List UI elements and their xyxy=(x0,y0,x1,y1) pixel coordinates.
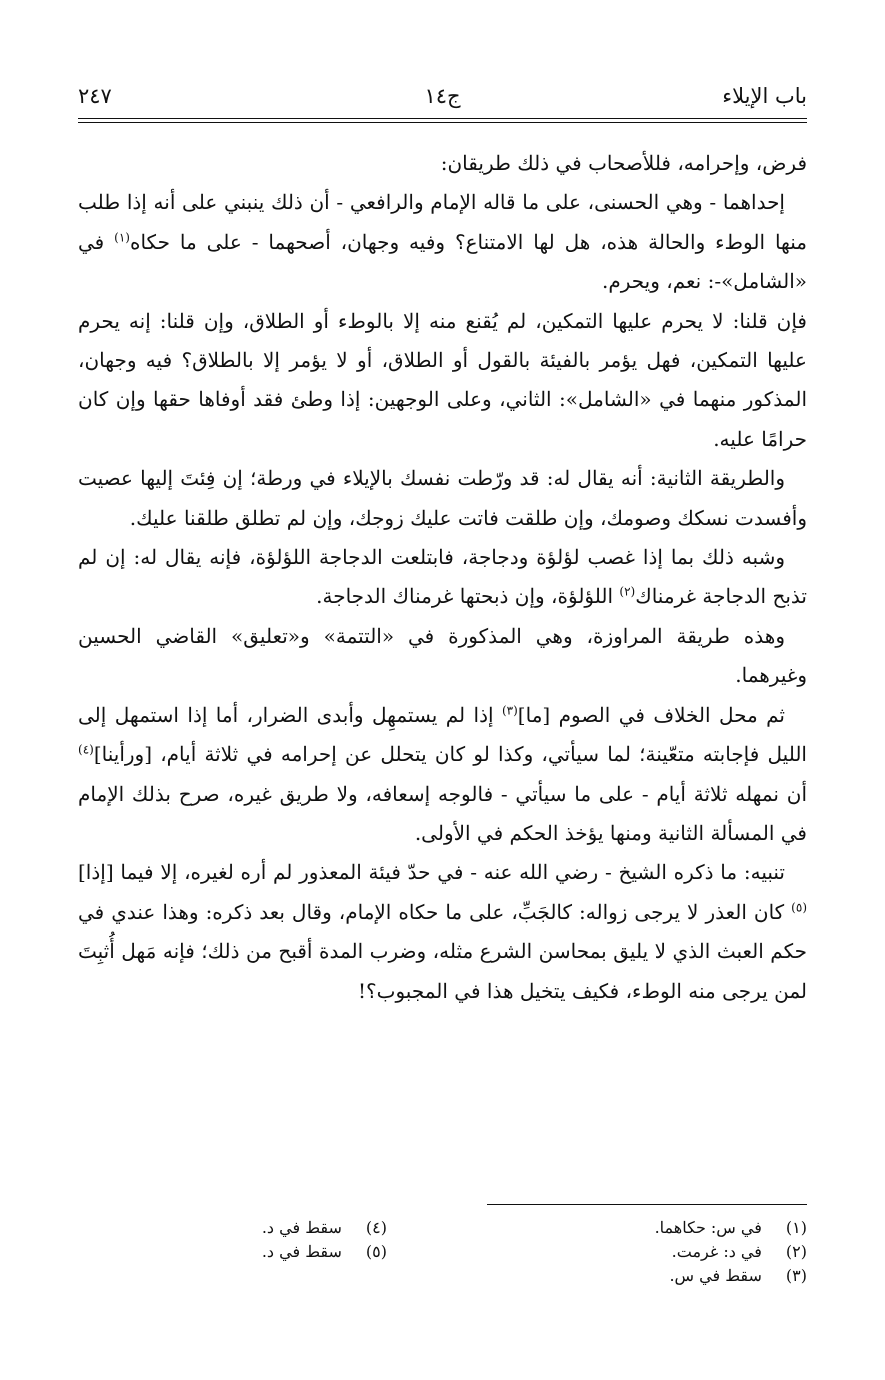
footnote-item xyxy=(477,1216,807,1240)
footnote-text: في د: غرمت. xyxy=(671,1242,762,1261)
footnotes-column-left xyxy=(87,1216,387,1264)
paragraph-text: فرض، وإحرامه، فللأصحاب في ذلك طريقان: xyxy=(440,151,807,175)
page-number: ٢٤٧ xyxy=(78,84,112,108)
paragraph-text: تنبيه: ما ذكره الشيخ - رضي الله عنه - في حدّ فيئة المعذور لم أره لغيره، إلا فيما [إذا] xyxy=(78,860,785,885)
paragraph xyxy=(78,696,807,854)
footnote-item xyxy=(477,1264,807,1288)
volume-label: ج١٤ xyxy=(424,84,461,108)
paragraph xyxy=(78,538,807,617)
paragraph-text: اللؤلؤة، وإن ذبحتها غرمناك الدجاجة. xyxy=(316,584,620,609)
footnote-number: (٥) xyxy=(365,1242,387,1261)
footnote-text: سقط في د. xyxy=(261,1218,342,1237)
footnote-number: (٤) xyxy=(365,1218,387,1237)
footnote-marker[interactable]: (٢) xyxy=(619,584,636,599)
book-page xyxy=(78,0,807,1380)
footnote-marker[interactable]: (١) xyxy=(114,230,130,245)
footnote-marker[interactable]: (٣) xyxy=(501,703,518,718)
running-header xyxy=(78,76,807,116)
paragraph-text: في «الشامل»-: نعم، ويحرم. xyxy=(78,229,807,294)
footnote-text: سقط في س. xyxy=(669,1266,762,1285)
footnote-marker[interactable]: (٤) xyxy=(78,742,94,757)
footnote-number: (٣) xyxy=(785,1266,807,1285)
footnote-number: (١) xyxy=(785,1218,807,1237)
paragraph xyxy=(78,302,807,460)
paragraph-text: كان العذر لا يرجى زواله: كالجَبِّ، على ما حكاه الإمام، وقال بعد ذكره: وهذا عندي في حكم العبث الذي لا يليق بمحاسن الشرع مثله، وضرب المدة أقبح من ذلك؛ فإنه مَهل أُثبِتَ لمن يرجى منه الوطء، فكيف يتخيل هذا في المجبوب؟! xyxy=(78,899,807,1003)
paragraph xyxy=(78,617,807,696)
header-rule-secondary xyxy=(78,122,807,123)
paragraph-text: فإن قلنا: لا يحرم عليها التمكين، لم يُقنع منه إلا بالوطء أو الطلاق، وإن قلنا: إنه يحرم عليها التمكين، فهل يؤمر بالفيئة بالقول أو الطلاق، أو لا يؤمر إلا بالطلاق؟ فيه وجهان، المذكور منهما في «الشامل»: الثاني، وعلى الوجهين: إذا وطئ فقد أوفاها حقها وإن كان حرامًا عليه. xyxy=(78,308,807,451)
footnote-item xyxy=(87,1216,387,1240)
paragraph xyxy=(78,459,807,538)
paragraph xyxy=(78,144,807,183)
paragraph-text: إحداهما - وهي الحسنى، على ما قاله الإمام والرافعي - أن ذلك ينبني على أنه إذا طلب منها الوطء والحالة هذه، هل لها الامتناع؟ وفيه وجهان، أصحهما - على ما حكاه xyxy=(78,190,807,254)
footnote-separator xyxy=(487,1204,807,1205)
main-text xyxy=(78,144,807,1011)
header-rule xyxy=(78,118,807,119)
footnote-text: في س: حكاهما. xyxy=(654,1218,762,1237)
footnote-number: (٢) xyxy=(785,1242,807,1261)
footnote-text: سقط في د. xyxy=(261,1242,342,1261)
chapter-title: باب الإيلاء xyxy=(722,84,807,108)
paragraph-text: ثم محل الخلاف في الصوم [ما] xyxy=(517,702,785,727)
paragraph xyxy=(78,183,807,301)
footnote-item xyxy=(477,1240,807,1264)
footnote-item xyxy=(87,1240,387,1264)
paragraph-text: وشبه ذلك بما إذا غصب لؤلؤة ودجاجة، فابتلعت الدجاجة اللؤلؤة، فإنه يقال له: إن لم تذبح الدجاجة غرمناك xyxy=(78,545,807,609)
paragraph-text: والطريقة الثانية: أنه يقال له: قد ورّطت نفسك بالإيلاء في ورطة؛ إن فِئتَ إليها عصيت وأفسدت نسكك وصومك، وإن طلقت فاتت عليك زوجك، وإن لم تطلق طلقنا عليك. xyxy=(78,466,807,530)
paragraph xyxy=(78,853,807,1011)
footnote-marker[interactable]: (٥) xyxy=(791,900,807,915)
paragraph-text: إذا لم يستمهِل وأبدى الضرار، أما إذا استمهل إلى الليل فإجابته متعّينة؛ لما سيأتي، وكذا لو كان يتحلل عن إحرامه في ثلاثة أيام، [ورأينا] xyxy=(78,702,807,767)
paragraph-text: أن نمهله ثلاثة أيام - على ما سيأتي - فالوجه إسعافه، ولا طريق غيره، صرح بذلك الإمام في المسألة الثانية ومنها يؤخذ الحكم في الأولى. xyxy=(78,781,807,845)
paragraph-text: وهذه طريقة المراوزة، وهي المذكورة في «التتمة» و«تعليق» القاضي الحسين وغيرهما. xyxy=(78,623,807,688)
footnotes-column-right xyxy=(477,1216,807,1288)
